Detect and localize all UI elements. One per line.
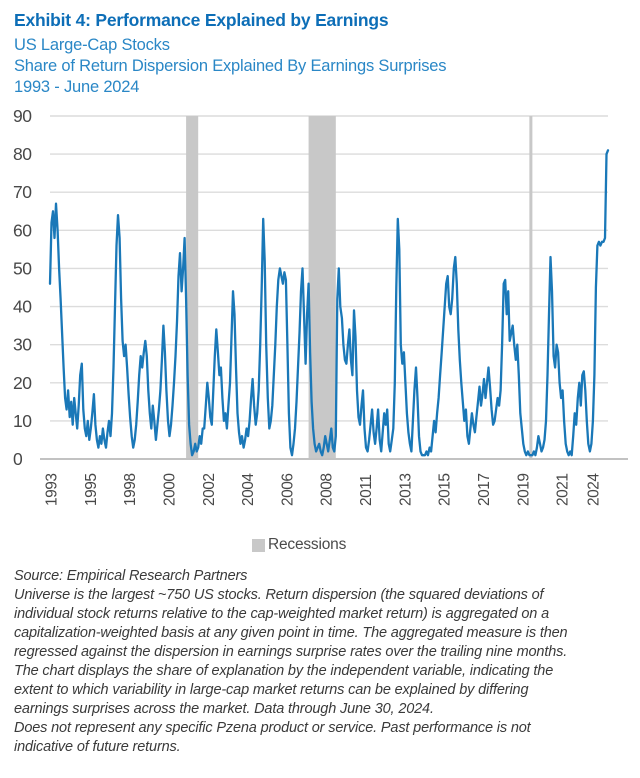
x-tick-label: 2011 bbox=[358, 474, 376, 506]
footnote-line: regressed against the dispersion in earnings surprise rates over the trailing nine months. bbox=[14, 644, 568, 660]
x-tick-label: 2013 bbox=[397, 473, 415, 506]
x-tick-label: 2015 bbox=[436, 473, 454, 506]
footnote-line: Universe is the largest ~750 US stocks. Return dispersion (the squared deviations of bbox=[14, 587, 544, 603]
x-tick-label: 1998 bbox=[122, 473, 140, 506]
footnote-line: The chart displays the share of explanation by the independent variable, indicating the bbox=[14, 663, 554, 679]
y-tick-label: 10 bbox=[13, 410, 32, 431]
footnote-line: earnings surprises across the market. Data through June 30, 2024. bbox=[14, 701, 434, 717]
x-tick-label: 2019 bbox=[515, 473, 533, 506]
x-tick-label: 1993 bbox=[43, 473, 61, 506]
x-tick-label: 2006 bbox=[279, 473, 297, 506]
x-tick-label: 1995 bbox=[82, 473, 100, 506]
y-tick-label: 40 bbox=[13, 296, 32, 317]
footnote-line: Source: Empirical Research Partners bbox=[14, 568, 248, 584]
footnote-line: capitalization-weighted basis at any given point in time. The aggregated measure is then bbox=[14, 625, 568, 641]
y-tick-label: 0 bbox=[13, 449, 23, 469]
y-tick-label: 70 bbox=[13, 182, 32, 203]
recession-band bbox=[529, 116, 532, 459]
subtitle-line-2: Share of Return Dispersion Explained By Earnings Surprises bbox=[14, 57, 447, 75]
footnote-line: Does not represent any specific Pzena product or service. Past performance is not bbox=[14, 720, 531, 736]
subtitle-line-1: US Large-Cap Stocks bbox=[14, 36, 170, 54]
footnote-line: individual stock returns relative to the cap-weighted market return) is aggregated on a bbox=[14, 606, 550, 622]
exhibit-title: Exhibit 4: Performance Explained by Earnings bbox=[14, 10, 389, 30]
footnotes bbox=[14, 567, 567, 757]
footnote-line: indicative of future returns. bbox=[14, 739, 181, 755]
x-tick-label: 2021 bbox=[554, 473, 572, 506]
x-tick-label: 2004 bbox=[240, 473, 258, 506]
y-tick-label: 30 bbox=[13, 334, 32, 355]
recessions-swatch-icon bbox=[252, 539, 265, 552]
recessions-legend-label: Recessions bbox=[268, 536, 347, 553]
x-tick-label: 2002 bbox=[200, 473, 218, 506]
x-tick-label: 2008 bbox=[318, 473, 336, 506]
x-tick-label: 2000 bbox=[161, 473, 179, 506]
y-tick-label: 60 bbox=[13, 220, 32, 241]
y-tick-label: 90 bbox=[13, 106, 32, 126]
x-tick-label: 2017 bbox=[475, 473, 493, 506]
chart-legend bbox=[252, 536, 346, 554]
y-tick-label: 20 bbox=[13, 372, 32, 393]
y-tick-label: 50 bbox=[13, 258, 32, 279]
x-tick-label: 2024 bbox=[585, 473, 603, 506]
footnote-line: extent to which variability in large-cap market returns can be explained by differing bbox=[14, 682, 529, 698]
y-tick-label: 80 bbox=[13, 144, 32, 165]
subtitle-line-3: 1993 - June 2024 bbox=[14, 78, 140, 96]
